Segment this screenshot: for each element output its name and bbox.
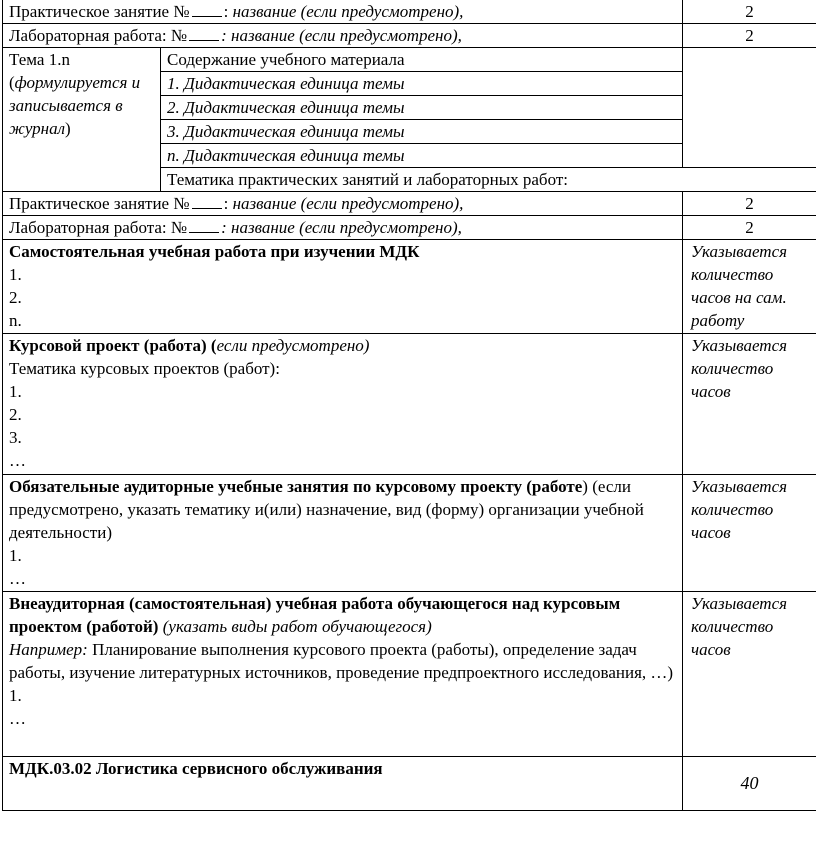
hours-cell: 2 <box>683 24 816 48</box>
list-item: 2. <box>9 405 22 424</box>
number-blank <box>189 218 219 233</box>
list-item: 1. <box>9 382 22 401</box>
didactic-unit: n. Дидактическая единица темы <box>161 144 683 168</box>
hours-cell: Указывается количество часов <box>683 592 816 757</box>
didactic-unit: 3. Дидактическая единица темы <box>161 120 683 144</box>
course-project-cell: Курсовой проект (работа) (если предусмотрено) Тематика курсовых проектов (работ): 1. 2. 3. … <box>3 334 683 475</box>
practice-header: Тематика практических занятий и лабораторных работ: <box>161 168 816 192</box>
list-item: 1. <box>9 265 22 284</box>
mandatory-row <box>3 475 816 592</box>
mandatory-cell: Обязательные аудиторные учебные занятия по курсовому проекту (работе) (если предусмотрено, указать тематику и(или) назначение, вид (форму) организации учебной деятельности) 1. … <box>3 475 683 592</box>
list-item: 2. <box>9 288 22 307</box>
list-item: 1. <box>9 546 22 565</box>
content-header: Содержание учебного материала <box>161 48 683 72</box>
didactic-unit: 2. Дидактическая единица темы <box>161 96 683 120</box>
curriculum-table <box>2 0 816 811</box>
hours-cell: 40 <box>683 757 816 811</box>
table-row <box>3 216 816 240</box>
lab-work-cell: Лабораторная работа: № : название (если предусмотрено), <box>3 216 683 240</box>
list-item: … <box>9 569 26 588</box>
hours-cell: Указывается количество часов <box>683 475 816 592</box>
list-item: … <box>9 451 26 470</box>
topic-hours-cell <box>683 48 816 168</box>
self-work-row <box>3 240 816 334</box>
number-blank <box>189 26 219 41</box>
didactic-unit: 1. Дидактическая единица темы <box>161 72 683 96</box>
list-item: 3. <box>9 428 22 447</box>
self-work-cell: Самостоятельная учебная работа при изучении МДК 1. 2. n. <box>3 240 683 334</box>
list-item: n. <box>9 311 22 330</box>
lab-work-cell: Лабораторная работа: № : название (если предусмотрено), <box>3 24 683 48</box>
table-row <box>3 0 816 24</box>
list-item: 1. <box>9 686 22 705</box>
extracurricular-row <box>3 592 816 757</box>
hours-cell: 2 <box>683 216 816 240</box>
hours-cell: Указывается количество часов <box>683 334 816 475</box>
course-project-row <box>3 334 816 475</box>
extracurricular-cell: Внеаудиторная (самостоятельная) учебная работа обучающегося над курсовым проектом (работой) (указать виды работ обучающегося) Например: Планирование выполнения курсового проекта (работы), определение задач работы, изучение литературных источников, проведение предпроектного исследования, …) 1. … <box>3 592 683 757</box>
hours-cell: 2 <box>683 192 816 216</box>
hours-cell: 2 <box>683 0 816 24</box>
table-row <box>3 192 816 216</box>
number-blank <box>192 194 222 209</box>
topic-title-cell: Тема 1.n (формулируется и записывается в журнал) <box>3 48 161 192</box>
list-item: … <box>9 709 26 728</box>
practical-lesson-cell: Практическое занятие № : название (если предусмотрено), <box>3 192 683 216</box>
mdk-row <box>3 757 816 811</box>
table-row <box>3 24 816 48</box>
topic-row <box>3 48 816 72</box>
hours-cell: Указывается количество часов на сам. работу <box>683 240 816 334</box>
number-blank <box>192 2 222 17</box>
mdk-title: МДК.03.02 Логистика сервисного обслуживания <box>3 757 683 811</box>
practical-lesson-cell: Практическое занятие № : название (если предусмотрено), <box>3 0 683 24</box>
